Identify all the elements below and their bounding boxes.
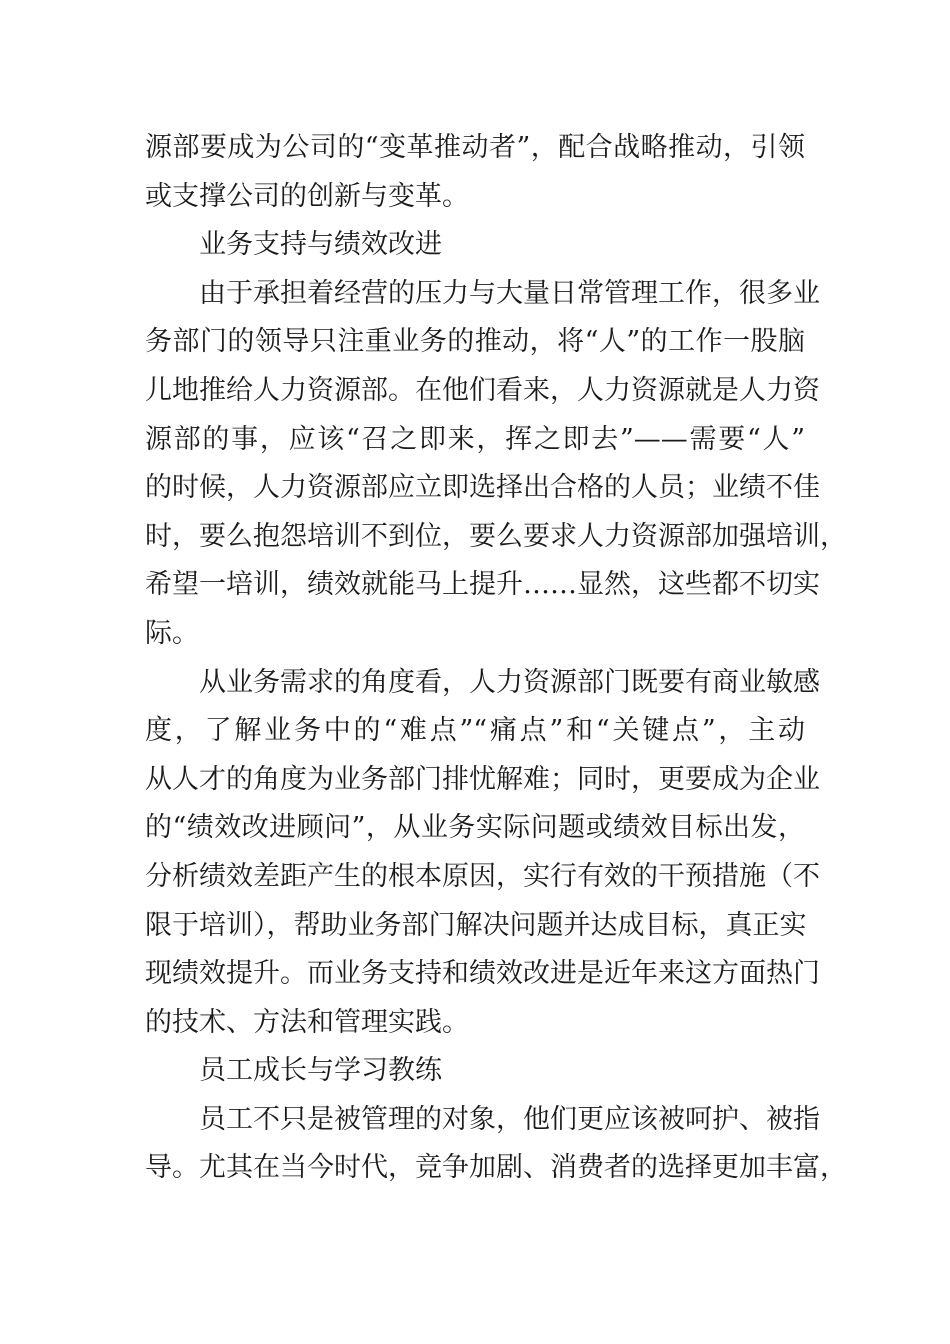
paragraph-line: 从业务需求的角度看，人力资源部门既要有商业敏感 <box>199 666 820 698</box>
paragraph-line: 员工不只是被管理的对象，他们更应该被呵护、被指 <box>199 1103 820 1135</box>
paragraph-line: 的技术、方法和管理实践。 <box>145 1006 469 1038</box>
paragraph-line: 务部门的领导只注重业务的推动，将“人”的工作一股脑 <box>145 326 805 358</box>
paragraph-line: 分析绩效差距产生的根本原因，实行有效的干预措施（不 <box>145 860 820 892</box>
paragraph-line: 度，了解业务中的“难点”“痛点”和“关键点”，主动 <box>145 715 805 747</box>
section-heading: 业务支持与绩效改进 <box>199 229 442 261</box>
paragraph-line: 由于承担着经营的压力与大量日常管理工作，很多业 <box>199 277 820 309</box>
paragraph-line: 源部的事，应该“召之即来，挥之即去”——需要“人” <box>145 423 805 455</box>
paragraph-line: 限于培训），帮助业务部门解决问题并达成目标，真正实 <box>145 909 807 941</box>
section-heading: 员工成长与学习教练 <box>199 1055 442 1087</box>
paragraph-line: 的“绩效改进顾问”，从业务实际问题或绩效目标出发， <box>145 812 805 844</box>
paragraph-line: 希望一培训，绩效就能马上提升……显然，这些都不切实 <box>145 569 820 601</box>
paragraph-line: 际。 <box>145 617 199 649</box>
paragraph-line: 或支撑公司的创新与变革。 <box>145 180 469 212</box>
paragraph-line: 时，要么抱怨培训不到位，要么要求人力资源部加强培训， <box>145 520 847 552</box>
paragraph-line: 现绩效提升。而业务支持和绩效改进是近年来这方面热门 <box>145 958 820 990</box>
paragraph-line: 从人才的角度为业务部门排忧解难；同时，更要成为企业 <box>145 763 820 795</box>
document-body <box>145 124 847 1193</box>
paragraph-line: 的时候，人力资源部应立即选择出合格的人员；业绩不佳 <box>145 472 820 504</box>
paragraph-line: 源部要成为公司的“变革推动者”，配合战略推动，引领 <box>145 132 805 163</box>
paragraph-line: 儿地推给人力资源部。在他们看来，人力资源就是人力资 <box>145 374 820 406</box>
paragraph-line: 导。尤其在当今时代，竞争加剧、消费者的选择更加丰富， <box>145 1152 847 1184</box>
